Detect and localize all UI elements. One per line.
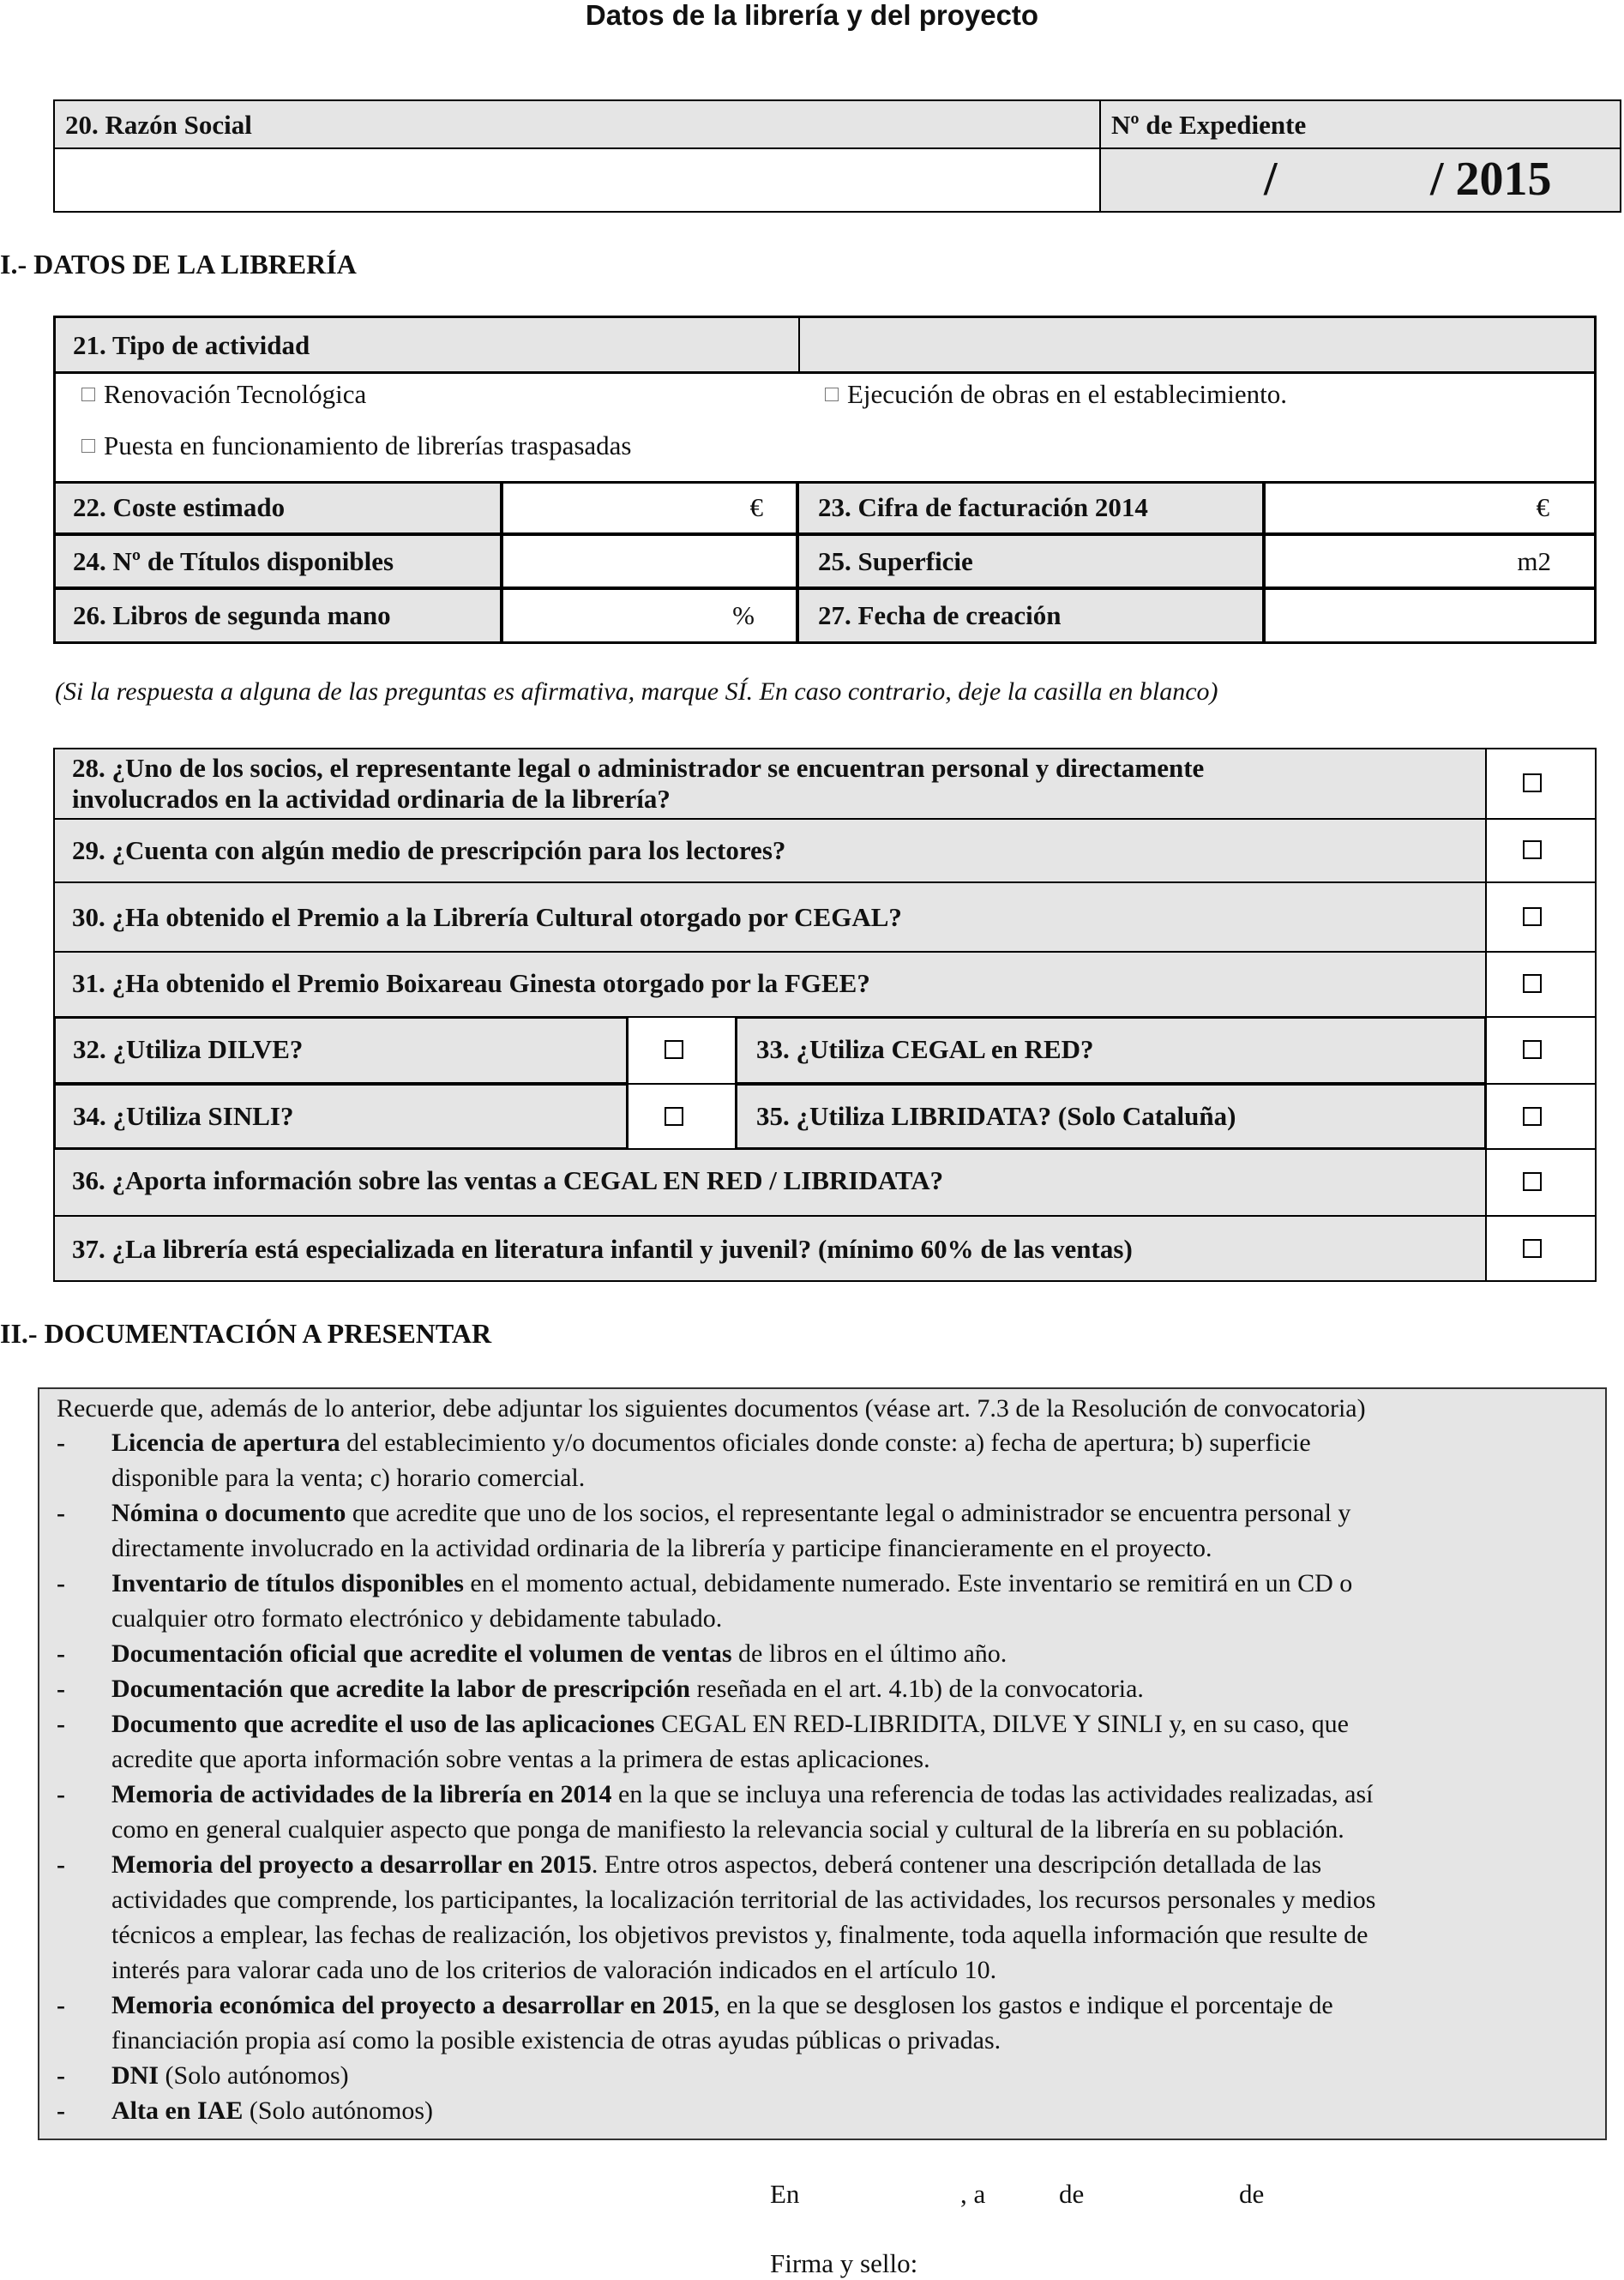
q36-text: 36. ¿Aporta información sobre las ventas a CEGAL EN RED / LIBRIDATA? bbox=[72, 1165, 944, 1195]
q34-check-cell[interactable] bbox=[627, 1083, 737, 1150]
q29-check-cell[interactable] bbox=[1485, 818, 1597, 883]
doc-memoria-proyecto-text: . Entre otros aspectos, deberá contener una descripción detallada de las bbox=[591, 1850, 1322, 1879]
doc-memoria-proyecto-cont1: actividades que comprende, los participantes, la localización territorial de las actividades, los recursos personales y medios bbox=[111, 1886, 1376, 1914]
doc-memoria-proyecto-cont2: técnicos a emplear, las fechas de realización, los objetivos previstos y, finalmente, toda aquella información que resulte de bbox=[111, 1921, 1368, 1949]
doc-inventario-text: en el momento actual, debidamente numerado. Este inventario se remitirá en un CD o bbox=[463, 1569, 1353, 1597]
doc-licencia bbox=[111, 1425, 1588, 1460]
doc-volumen-title: Documentación oficial que acredite el volumen de ventas bbox=[111, 1639, 732, 1668]
bullet-dash: - bbox=[57, 2097, 65, 2125]
q37-text: 37. ¿La librería está especializada en literatura infantil y juvenil? (mínimo 60% de las ventas) bbox=[72, 1234, 1133, 1264]
doc-volumen-text: de libros en el último año. bbox=[731, 1639, 1007, 1668]
q30-checkbox[interactable] bbox=[1523, 907, 1542, 926]
doc-nomina-title: Nómina o documento bbox=[111, 1499, 346, 1527]
q28-row bbox=[53, 748, 1487, 820]
doc-licencia-cont: disponible para la venta; c) horario comercial. bbox=[111, 1464, 586, 1492]
q33-text: 33. ¿Utiliza CEGAL en RED? bbox=[756, 1034, 1094, 1064]
q29-checkbox[interactable] bbox=[1523, 840, 1542, 859]
date-de-1: de bbox=[1059, 2179, 1085, 2209]
doc-memoria-economica-title: Memoria económica del proyecto a desarrollar en 2015 bbox=[111, 1991, 714, 2019]
q37-checkbox[interactable] bbox=[1523, 1239, 1542, 1258]
doc-memoria-economica bbox=[111, 1988, 1588, 2023]
doc-aplicaciones bbox=[111, 1706, 1588, 1742]
fecha-creacion-label-cell bbox=[797, 587, 1265, 644]
superficie-label-cell bbox=[797, 533, 1265, 589]
doc-memoria-proyecto bbox=[111, 1847, 1588, 1882]
date-comma-a: , a bbox=[960, 2179, 986, 2209]
facturacion-label-cell bbox=[797, 481, 1265, 535]
q37-row bbox=[53, 1215, 1487, 1282]
doc-alta-iae-text: (Solo autónomos) bbox=[243, 2097, 434, 2125]
section-1-title: I.- DATOS DE LA LIBRERÍA bbox=[0, 249, 357, 280]
doc-dni-text: (Solo autónomos) bbox=[159, 2061, 349, 2090]
q33-row bbox=[735, 1016, 1487, 1085]
doc-nomina bbox=[111, 1495, 1588, 1531]
bullet-dash: - bbox=[57, 2061, 65, 2090]
doc-memoria-economica-cont: financiación propia así como la posible existencia de otras ayudas públicas o privadas. bbox=[111, 2026, 1001, 2054]
bullet-dash: - bbox=[57, 1780, 65, 1808]
doc-memoria-proyecto-title: Memoria del proyecto a desarrollar en 2015 bbox=[111, 1850, 592, 1879]
doc-inventario bbox=[111, 1566, 1588, 1601]
q32-row bbox=[53, 1016, 629, 1085]
doc-alta-iae-title: Alta en IAE bbox=[111, 2097, 244, 2125]
doc-prescripcion-text: reseñada en el art. 4.1b) de la convocatoria. bbox=[689, 1675, 1144, 1703]
doc-aplicaciones-text: CEGAL EN RED-LIBRIDITA, DILVE Y SINLI y, en su caso, que bbox=[654, 1710, 1349, 1738]
doc-memoria-actividades-text: en la que se incluya una referencia de todas las actividades realizadas, así bbox=[611, 1780, 1374, 1808]
doc-dni bbox=[111, 2058, 1588, 2093]
doc-inventario-cont: cualquier otro formato electrónico y debidamente tabulado. bbox=[111, 1604, 723, 1633]
segunda-mano-unit: % bbox=[732, 600, 755, 630]
q28-text-line1: 28. ¿Uno de los socios, el representante legal o administrador se encuentran personal y directamente bbox=[72, 753, 1205, 783]
bullet-dash: - bbox=[57, 1675, 65, 1703]
bullet-dash: - bbox=[57, 1710, 65, 1738]
coste-label-cell bbox=[53, 481, 502, 535]
q31-check-cell[interactable] bbox=[1485, 951, 1597, 1018]
q34-text: 34. ¿Utiliza SINLI? bbox=[73, 1101, 294, 1131]
titulos-label-cell bbox=[53, 533, 502, 589]
tipo-actividad-divider bbox=[798, 318, 800, 371]
signature-label: Firma y sello: bbox=[770, 2248, 918, 2278]
bullet-dash: - bbox=[57, 1850, 65, 1879]
superficie-input[interactable] bbox=[1263, 533, 1597, 589]
puesta-checkbox[interactable] bbox=[81, 439, 95, 453]
q37-check-cell[interactable] bbox=[1485, 1215, 1597, 1282]
q29-row bbox=[53, 818, 1487, 883]
doc-prescripcion-title: Documentación que acredite la labor de prescripción bbox=[111, 1675, 690, 1703]
q35-check-cell[interactable] bbox=[1485, 1083, 1597, 1150]
segunda-mano-label-cell bbox=[53, 587, 502, 644]
expediente-separator-2: / 2015 bbox=[1430, 153, 1552, 206]
q31-text: 31. ¿Ha obtenido el Premio Boixareau Ginesta otorgado por la FGEE? bbox=[72, 968, 870, 998]
date-de-2: de bbox=[1239, 2179, 1265, 2209]
bullet-dash: - bbox=[57, 1569, 65, 1597]
doc-volumen-ventas bbox=[111, 1636, 1588, 1671]
q30-text: 30. ¿Ha obtenido el Premio a la Librería Cultural otorgado por CEGAL? bbox=[72, 902, 902, 932]
instructions-note: (Si la respuesta a alguna de las preguntas es afirmativa, marque SÍ. En caso contrario, deje la casilla en blanco) bbox=[55, 677, 1218, 706]
doc-alta-iae bbox=[111, 2093, 1588, 2128]
place-label: En bbox=[770, 2179, 800, 2209]
doc-memoria-actividades-title: Memoria de actividades de la librería en 2014 bbox=[111, 1780, 612, 1808]
q31-row bbox=[53, 951, 1487, 1018]
q32-check-cell[interactable] bbox=[627, 1016, 737, 1085]
razon-social-field[interactable] bbox=[53, 147, 1101, 213]
titulos-label: 24. Nº de Títulos disponibles bbox=[73, 546, 394, 576]
q32-checkbox[interactable] bbox=[665, 1040, 683, 1059]
expediente-separator-1: / bbox=[1264, 153, 1278, 206]
q28-checkbox[interactable] bbox=[1523, 773, 1542, 792]
q34-row bbox=[53, 1083, 629, 1150]
facturacion-input[interactable] bbox=[1263, 481, 1597, 535]
coste-unit: € bbox=[749, 492, 763, 522]
doc-memoria-actividades bbox=[111, 1777, 1588, 1812]
q30-check-cell[interactable] bbox=[1485, 881, 1597, 953]
doc-nomina-cont: directamente involucrado en la actividad ordinaria de la librería y participe financieramente en el proyecto. bbox=[111, 1534, 1212, 1562]
doc-dni-title: DNI bbox=[111, 2061, 159, 2090]
expediente-header bbox=[1099, 99, 1621, 149]
coste-input[interactable] bbox=[501, 481, 798, 535]
doc-licencia-text: del establecimiento y/o documentos oficiales donde conste: a) fecha de apertura; b) superficie bbox=[340, 1429, 1311, 1457]
q36-checkbox[interactable] bbox=[1523, 1172, 1542, 1191]
q28-text-line2: involucrados en la actividad ordinaria de la librería? bbox=[72, 784, 671, 814]
bullet-dash: - bbox=[57, 1429, 65, 1457]
superficie-label: 25. Superficie bbox=[818, 546, 973, 576]
q28-check-cell[interactable] bbox=[1485, 748, 1597, 820]
renovacion-label: Renovación Tecnológica bbox=[104, 379, 367, 409]
q34-checkbox[interactable] bbox=[665, 1107, 683, 1126]
doc-licencia-title: Licencia de apertura bbox=[111, 1429, 340, 1457]
q35-text: 35. ¿Utiliza LIBRIDATA? (Solo Cataluña) bbox=[756, 1101, 1236, 1131]
facturacion-label: 23. Cifra de facturación 2014 bbox=[818, 492, 1148, 522]
renovacion-checkbox[interactable] bbox=[81, 388, 95, 401]
ejecucion-label: Ejecución de obras en el establecimiento. bbox=[847, 379, 1288, 409]
doc-inventario-title: Inventario de títulos disponibles bbox=[111, 1569, 464, 1597]
q32-text: 32. ¿Utiliza DILVE? bbox=[73, 1034, 304, 1064]
q31-checkbox[interactable] bbox=[1523, 974, 1542, 993]
option-ejecucion-obras[interactable] bbox=[825, 379, 1287, 410]
option-renovacion[interactable] bbox=[81, 379, 366, 410]
tipo-actividad-options bbox=[53, 372, 1597, 484]
tipo-actividad-header bbox=[53, 316, 1597, 374]
bullet-dash: - bbox=[57, 1499, 65, 1527]
doc-prescripcion bbox=[111, 1671, 1588, 1706]
tipo-actividad-label: 21. Tipo de actividad bbox=[73, 330, 310, 360]
puesta-label: Puesta en funcionamiento de librerías traspasadas bbox=[104, 430, 632, 460]
razon-social-header bbox=[53, 99, 1101, 149]
q36-row bbox=[53, 1148, 1487, 1217]
q33-check-cell[interactable] bbox=[1485, 1016, 1597, 1085]
doc-memoria-proyecto-cont3: interés para valorar cada uno de los criterios de valoración indicados en el artículo 10. bbox=[111, 1956, 997, 1984]
fecha-creacion-label: 27. Fecha de creación bbox=[818, 600, 1062, 630]
coste-label: 22. Coste estimado bbox=[73, 492, 286, 522]
bullet-dash: - bbox=[57, 1991, 65, 2019]
ejecucion-checkbox[interactable] bbox=[825, 388, 839, 401]
page-title: Datos de la librería y del proyecto bbox=[585, 0, 1039, 31]
q30-row bbox=[53, 881, 1487, 953]
q36-check-cell[interactable] bbox=[1485, 1148, 1597, 1217]
segunda-mano-label: 26. Libros de segunda mano bbox=[73, 600, 391, 630]
q29-text: 29. ¿Cuenta con algún medio de prescripción para los lectores? bbox=[72, 835, 786, 865]
q35-checkbox[interactable] bbox=[1523, 1107, 1542, 1126]
option-puesta-funcionamiento[interactable] bbox=[81, 430, 632, 461]
doc-aplicaciones-cont: acredite que aporta información sobre ventas a la primera de estas aplicaciones. bbox=[111, 1745, 930, 1773]
doc-nomina-text: que acredite que uno de los socios, el representante legal o administrador se encuentra personal y bbox=[346, 1499, 1351, 1527]
section-2-title: II.- DOCUMENTACIÓN A PRESENTAR bbox=[0, 1318, 492, 1349]
doc-memoria-economica-text: , en la que se desglosen los gastos e indique el porcentaje de bbox=[713, 1991, 1333, 2019]
bullet-dash: - bbox=[57, 1639, 65, 1668]
q35-row bbox=[735, 1083, 1487, 1150]
doc-aplicaciones-title: Documento que acredite el uso de las aplicaciones bbox=[111, 1710, 655, 1738]
superficie-unit: m2 bbox=[1517, 546, 1551, 576]
segunda-mano-input[interactable] bbox=[501, 587, 798, 644]
docs-intro: Recuerde que, además de lo anterior, debe adjuntar los siguientes documentos (véase art. 7.3 de la Resolución de convocatoria) bbox=[57, 1394, 1366, 1423]
expediente-field[interactable] bbox=[1099, 147, 1621, 213]
q33-checkbox[interactable] bbox=[1523, 1040, 1542, 1059]
documentation-box bbox=[38, 1387, 1607, 2140]
doc-memoria-actividades-cont: como en general cualquier aspecto que ponga de manifiesto la relevancia social y cultural de la librería en su población. bbox=[111, 1815, 1344, 1844]
facturacion-unit: € bbox=[1536, 492, 1549, 522]
fecha-creacion-input[interactable] bbox=[1263, 587, 1597, 644]
razon-social-label: 20. Razón Social bbox=[65, 110, 252, 140]
titulos-input[interactable] bbox=[501, 533, 798, 589]
expediente-label: Nº de Expediente bbox=[1111, 110, 1307, 140]
